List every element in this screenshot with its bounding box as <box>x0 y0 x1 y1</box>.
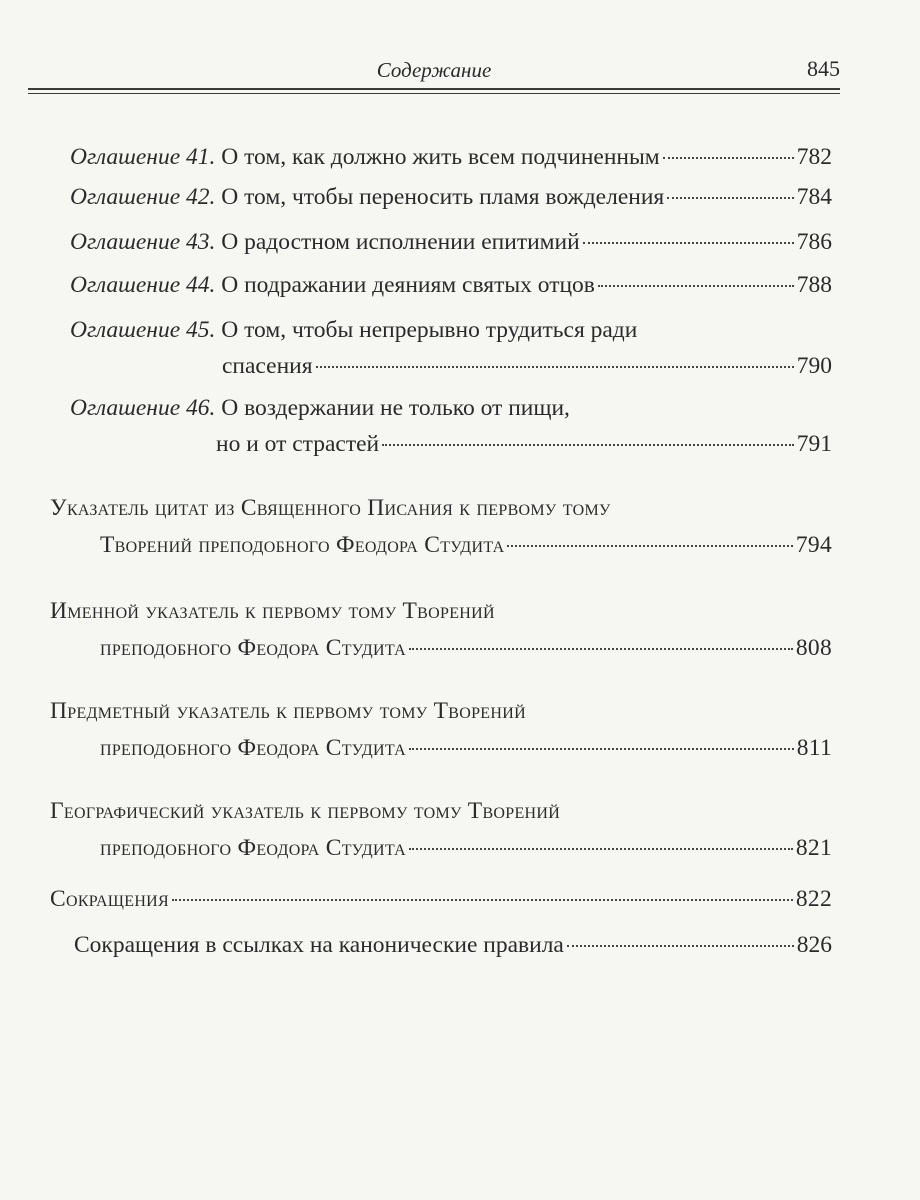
abbreviations-entry <box>50 885 832 913</box>
index-entry <box>50 494 832 559</box>
entry-number: Оглашение 41. <box>70 144 216 170</box>
dot-leader <box>583 242 794 244</box>
entry-title: О том, чтобы переносить пламя вожделения <box>221 184 665 210</box>
dot-leader <box>409 648 793 650</box>
index-title: Предметный указатель к первому тому Творений <box>50 698 526 724</box>
index-entry <box>50 597 832 662</box>
index-page: 794 <box>795 532 832 558</box>
entry-page: 786 <box>796 229 832 255</box>
index-title-continued: преподобного Феодора Студита <box>100 835 406 861</box>
entry-number: Оглашение 46. <box>70 395 216 421</box>
entry-number: Оглашение 42. <box>70 184 216 210</box>
header-rule <box>28 88 840 90</box>
entry-number: Оглашение 45. <box>70 317 216 343</box>
header-title: Содержание <box>376 58 492 82</box>
entry-page: 791 <box>796 431 832 457</box>
header-page-number: 845 <box>807 56 840 81</box>
index-title-continued: Творений преподобного Феодора Студита <box>100 532 505 558</box>
entry-title-continued: спасения <box>222 353 313 379</box>
entry-title-continued: но и от страстей <box>216 431 380 457</box>
entry-page: 782 <box>796 144 832 170</box>
header-rule-thin <box>28 93 840 94</box>
dot-leader <box>663 157 794 159</box>
entry-title: О том, чтобы непрерывно трудиться ради <box>221 317 638 343</box>
toc-entry <box>70 228 832 256</box>
entry-number: Оглашение 44. <box>70 272 216 298</box>
running-header <box>28 54 840 88</box>
index-title: Именной указатель к первому тому Творений <box>50 598 495 624</box>
entry-title: О подражании деяниям святых отцов <box>221 272 595 298</box>
entry-number: Оглашение 43. <box>70 229 216 255</box>
abbreviations-title: Сокращения <box>50 886 170 912</box>
index-title: Указатель цитат из Священного Писания к первому тому <box>50 495 611 521</box>
dot-leader <box>567 945 794 947</box>
index-entry <box>50 697 832 762</box>
entry-page: 784 <box>796 184 832 210</box>
dot-leader <box>316 366 794 368</box>
abbreviations-subentry <box>74 931 832 959</box>
index-title-continued: преподобного Феодора Студита <box>100 735 406 761</box>
index-page: 821 <box>795 835 832 861</box>
toc-entry <box>70 183 832 211</box>
toc-entry <box>70 271 832 299</box>
toc-entry <box>70 143 832 171</box>
toc-entry <box>70 316 832 380</box>
entry-title: О том, как должно жить всем подчиненным <box>221 144 660 170</box>
dot-leader <box>598 285 794 287</box>
dot-leader <box>667 197 794 199</box>
dot-leader <box>382 444 794 446</box>
abbreviations-sub-page: 826 <box>796 932 832 958</box>
dot-leader <box>172 899 793 901</box>
dot-leader <box>507 545 792 547</box>
dot-leader <box>409 748 794 750</box>
entry-page: 790 <box>796 353 832 379</box>
index-page: 808 <box>795 635 832 661</box>
toc-entry <box>70 394 832 458</box>
index-title-continued: преподобного Феодора Студита <box>100 635 406 661</box>
abbreviations-page: 822 <box>795 886 832 912</box>
entry-title: О воздержании не только от пищи, <box>221 395 570 421</box>
dot-leader <box>409 848 793 850</box>
entry-page: 788 <box>796 272 832 298</box>
index-entry <box>50 797 832 862</box>
entry-title: О радостном исполнении епитимий <box>221 229 580 255</box>
index-title: Географический указатель к первому тому Творений <box>50 798 561 824</box>
index-page: 811 <box>796 735 832 761</box>
abbreviations-subtitle: Сокращения в ссылках на канонические правила <box>74 932 564 958</box>
